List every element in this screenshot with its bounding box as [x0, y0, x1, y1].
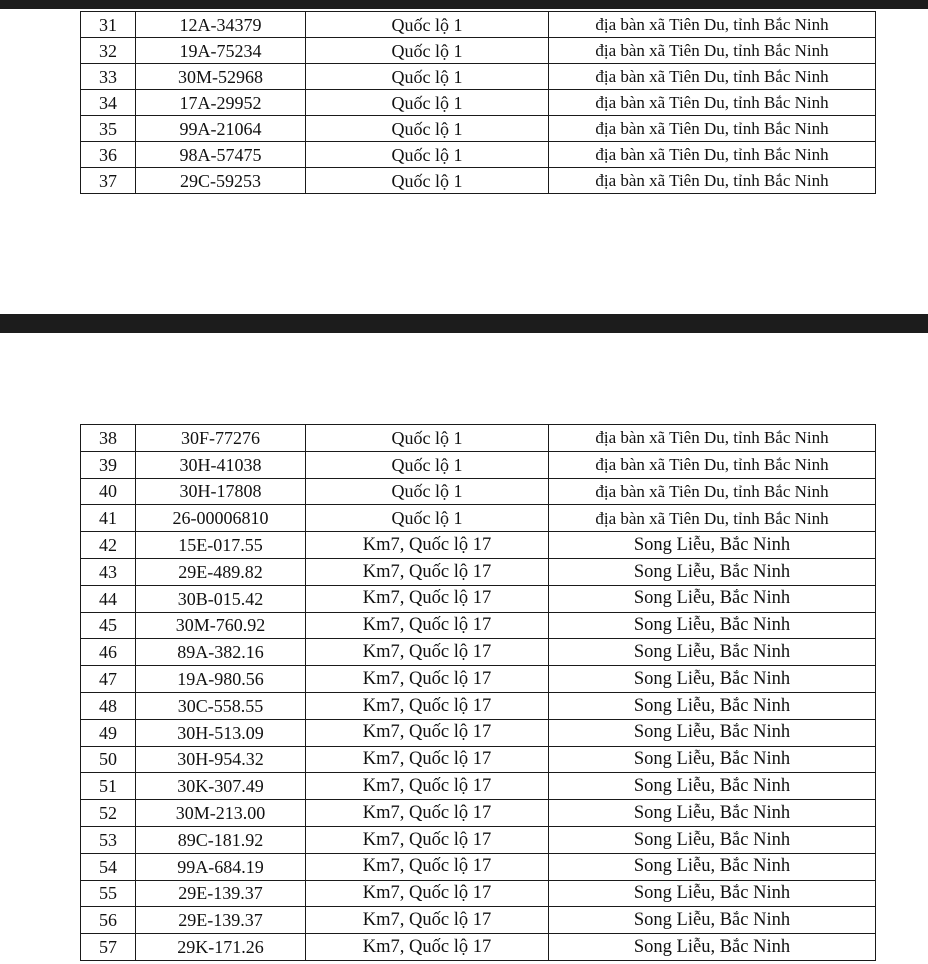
license-plate-cell: 99A-21064 — [136, 116, 306, 142]
table-row — [81, 746, 876, 773]
road-cell: Quốc lộ 1 — [306, 64, 549, 90]
license-plate-cell: 30H-954.32 — [136, 746, 306, 773]
road-cell: Km7, Quốc lộ 17 — [306, 719, 549, 746]
table-row — [81, 558, 876, 585]
row-number-cell: 34 — [81, 90, 136, 116]
location-cell: địa bàn xã Tiên Du, tỉnh Bắc Ninh — [549, 116, 876, 142]
location-cell: địa bàn xã Tiên Du, tỉnh Bắc Ninh — [549, 38, 876, 64]
road-cell: Quốc lộ 1 — [306, 425, 549, 452]
table-row — [81, 585, 876, 612]
license-plate-cell: 15E-017.55 — [136, 532, 306, 559]
violation-table-top — [80, 11, 876, 194]
location-cell: Song Liễu, Bắc Ninh — [549, 746, 876, 773]
location-cell: Song Liễu, Bắc Ninh — [549, 612, 876, 639]
table-row — [81, 639, 876, 666]
license-plate-cell: 30M-52968 — [136, 64, 306, 90]
row-number-cell: 38 — [81, 425, 136, 452]
location-cell: Song Liễu, Bắc Ninh — [549, 692, 876, 719]
license-plate-cell: 89A-382.16 — [136, 639, 306, 666]
road-cell: Km7, Quốc lộ 17 — [306, 692, 549, 719]
table-row — [81, 800, 876, 827]
road-cell: Quốc lộ 1 — [306, 38, 549, 64]
road-cell: Km7, Quốc lộ 17 — [306, 558, 549, 585]
location-cell: Song Liễu, Bắc Ninh — [549, 880, 876, 907]
license-plate-cell: 29E-489.82 — [136, 558, 306, 585]
table-row — [81, 12, 876, 38]
road-cell: Km7, Quốc lộ 17 — [306, 746, 549, 773]
table-row — [81, 451, 876, 478]
row-number-cell: 44 — [81, 585, 136, 612]
table-row — [81, 719, 876, 746]
row-number-cell: 56 — [81, 907, 136, 934]
table-row — [81, 666, 876, 693]
location-cell: Song Liễu, Bắc Ninh — [549, 826, 876, 853]
table-row — [81, 505, 876, 532]
license-plate-cell: 30H-17808 — [136, 478, 306, 505]
row-number-cell: 48 — [81, 692, 136, 719]
row-number-cell: 39 — [81, 451, 136, 478]
row-number-cell: 45 — [81, 612, 136, 639]
row-number-cell: 55 — [81, 880, 136, 907]
table-row — [81, 532, 876, 559]
road-cell: Km7, Quốc lộ 17 — [306, 773, 549, 800]
license-plate-cell: 12A-34379 — [136, 12, 306, 38]
row-number-cell: 51 — [81, 773, 136, 800]
row-number-cell: 49 — [81, 719, 136, 746]
license-plate-cell: 29E-139.37 — [136, 880, 306, 907]
license-plate-cell: 26-00006810 — [136, 505, 306, 532]
road-cell: Km7, Quốc lộ 17 — [306, 853, 549, 880]
road-cell: Km7, Quốc lộ 17 — [306, 639, 549, 666]
table-row — [81, 934, 876, 961]
location-cell: Song Liễu, Bắc Ninh — [549, 558, 876, 585]
row-number-cell: 42 — [81, 532, 136, 559]
row-number-cell: 37 — [81, 168, 136, 194]
location-cell: Song Liễu, Bắc Ninh — [549, 773, 876, 800]
road-cell: Km7, Quốc lộ 17 — [306, 532, 549, 559]
table-row — [81, 142, 876, 168]
license-plate-cell: 30C-558.55 — [136, 692, 306, 719]
row-number-cell: 31 — [81, 12, 136, 38]
row-number-cell: 43 — [81, 558, 136, 585]
row-number-cell: 35 — [81, 116, 136, 142]
location-cell: Song Liễu, Bắc Ninh — [549, 719, 876, 746]
table-row — [81, 612, 876, 639]
table-row — [81, 692, 876, 719]
row-number-cell: 57 — [81, 934, 136, 961]
row-number-cell: 40 — [81, 478, 136, 505]
table-row — [81, 478, 876, 505]
road-cell: Km7, Quốc lộ 17 — [306, 666, 549, 693]
table-row — [81, 38, 876, 64]
road-cell: Km7, Quốc lộ 17 — [306, 612, 549, 639]
row-number-cell: 46 — [81, 639, 136, 666]
license-plate-cell: 30K-307.49 — [136, 773, 306, 800]
row-number-cell: 47 — [81, 666, 136, 693]
location-cell: địa bàn xã Tiên Du, tỉnh Bắc Ninh — [549, 505, 876, 532]
row-number-cell: 32 — [81, 38, 136, 64]
page-top-edge — [0, 0, 928, 9]
table-row — [81, 116, 876, 142]
road-cell: Km7, Quốc lộ 17 — [306, 907, 549, 934]
row-number-cell: 53 — [81, 826, 136, 853]
table-row — [81, 90, 876, 116]
road-cell: Km7, Quốc lộ 17 — [306, 826, 549, 853]
road-cell: Quốc lộ 1 — [306, 116, 549, 142]
license-plate-cell: 98A-57475 — [136, 142, 306, 168]
license-plate-cell: 30F-77276 — [136, 425, 306, 452]
license-plate-cell: 30M-760.92 — [136, 612, 306, 639]
location-cell: địa bàn xã Tiên Du, tỉnh Bắc Ninh — [549, 478, 876, 505]
location-cell: Song Liễu, Bắc Ninh — [549, 639, 876, 666]
location-cell: địa bàn xã Tiên Du, tỉnh Bắc Ninh — [549, 64, 876, 90]
license-plate-cell: 29K-171.26 — [136, 934, 306, 961]
location-cell: Song Liễu, Bắc Ninh — [549, 666, 876, 693]
violation-table-bottom — [80, 424, 876, 961]
road-cell: Quốc lộ 1 — [306, 478, 549, 505]
license-plate-cell: 29E-139.37 — [136, 907, 306, 934]
table-body-bottom — [81, 425, 876, 961]
road-cell: Km7, Quốc lộ 17 — [306, 800, 549, 827]
location-cell: Song Liễu, Bắc Ninh — [549, 853, 876, 880]
license-plate-cell: 30M-213.00 — [136, 800, 306, 827]
table-row — [81, 853, 876, 880]
license-plate-cell: 99A-684.19 — [136, 853, 306, 880]
location-cell: địa bàn xã Tiên Du, tỉnh Bắc Ninh — [549, 90, 876, 116]
license-plate-cell: 17A-29952 — [136, 90, 306, 116]
table-row — [81, 64, 876, 90]
location-cell: Song Liễu, Bắc Ninh — [549, 532, 876, 559]
road-cell: Km7, Quốc lộ 17 — [306, 934, 549, 961]
table-row — [81, 773, 876, 800]
table-row — [81, 826, 876, 853]
row-number-cell: 33 — [81, 64, 136, 90]
license-plate-cell: 29C-59253 — [136, 168, 306, 194]
road-cell: Quốc lộ 1 — [306, 505, 549, 532]
road-cell: Quốc lộ 1 — [306, 12, 549, 38]
location-cell: Song Liễu, Bắc Ninh — [549, 907, 876, 934]
road-cell: Quốc lộ 1 — [306, 90, 549, 116]
road-cell: Quốc lộ 1 — [306, 168, 549, 194]
table-row — [81, 168, 876, 194]
location-cell: địa bàn xã Tiên Du, tỉnh Bắc Ninh — [549, 425, 876, 452]
table-body-top — [81, 12, 876, 194]
road-cell: Km7, Quốc lộ 17 — [306, 585, 549, 612]
location-cell: Song Liễu, Bắc Ninh — [549, 934, 876, 961]
row-number-cell: 36 — [81, 142, 136, 168]
location-cell: địa bàn xã Tiên Du, tỉnh Bắc Ninh — [549, 451, 876, 478]
row-number-cell: 54 — [81, 853, 136, 880]
row-number-cell: 50 — [81, 746, 136, 773]
license-plate-cell: 30H-41038 — [136, 451, 306, 478]
license-plate-cell: 30H-513.09 — [136, 719, 306, 746]
table-row — [81, 425, 876, 452]
location-cell: địa bàn xã Tiên Du, tỉnh Bắc Ninh — [549, 168, 876, 194]
page-divider — [0, 314, 928, 333]
license-plate-cell: 19A-980.56 — [136, 666, 306, 693]
row-number-cell: 52 — [81, 800, 136, 827]
license-plate-cell: 30B-015.42 — [136, 585, 306, 612]
location-cell: Song Liễu, Bắc Ninh — [549, 800, 876, 827]
license-plate-cell: 19A-75234 — [136, 38, 306, 64]
road-cell: Quốc lộ 1 — [306, 451, 549, 478]
location-cell: địa bàn xã Tiên Du, tỉnh Bắc Ninh — [549, 142, 876, 168]
road-cell: Quốc lộ 1 — [306, 142, 549, 168]
table-row — [81, 880, 876, 907]
license-plate-cell: 89C-181.92 — [136, 826, 306, 853]
location-cell: địa bàn xã Tiên Du, tỉnh Bắc Ninh — [549, 12, 876, 38]
table-row — [81, 907, 876, 934]
road-cell: Km7, Quốc lộ 17 — [306, 880, 549, 907]
location-cell: Song Liễu, Bắc Ninh — [549, 585, 876, 612]
row-number-cell: 41 — [81, 505, 136, 532]
